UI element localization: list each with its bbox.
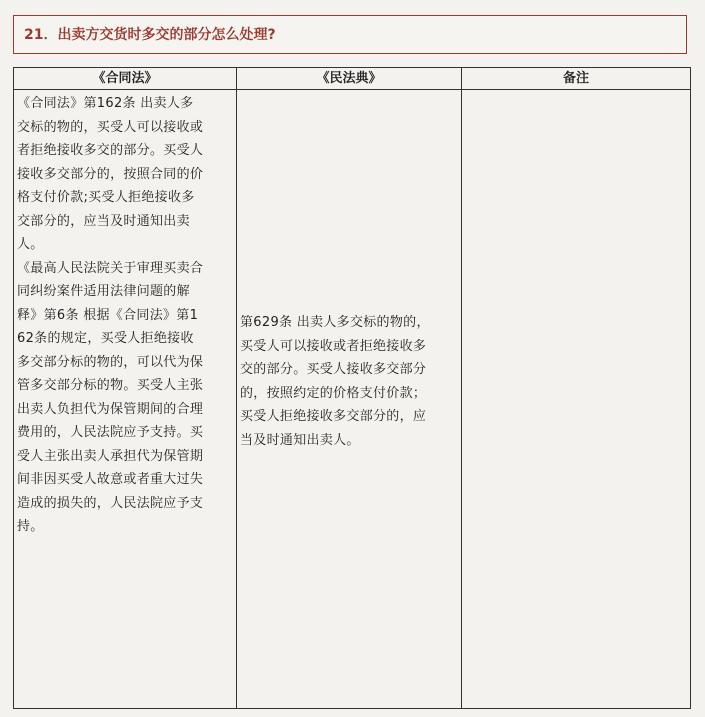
civil-code-line: 交的部分。买受人接收多交部分: [240, 362, 427, 377]
contract-law-line: 人。: [17, 237, 44, 252]
contract-law-line: 交部分的，应当及时通知出卖: [17, 213, 190, 229]
table-row: [14, 90, 691, 709]
contract-law-line: 出卖人负担代为保管期间的合理: [17, 401, 204, 417]
contract-law-line: 格支付价款;买受人拒绝接收多: [17, 190, 195, 205]
civil-code-line: 当及时通知出卖人。: [240, 432, 360, 448]
civil-code-line: 第629条 出卖人多交标的物的，: [240, 315, 430, 330]
civil-code-line: 买受人可以接收或者拒绝接收多: [240, 338, 427, 354]
contract-law-cell: [14, 90, 237, 709]
contract-law-line: 接收多交部分的，按照合同的价: [17, 166, 204, 182]
question-box: [13, 15, 687, 54]
contract-law-line: 释》第6条 根据《合同法》第1: [17, 307, 199, 323]
question-title: 21．出卖方交货时多交的部分怎么处理?: [24, 27, 276, 43]
law-comparison-table: [13, 67, 691, 709]
contract-law-text: [14, 92, 236, 539]
contract-law-line: 62条的规定，买受人拒绝接收: [17, 331, 194, 346]
contract-law-line: 多交部分标的物的，可以代为保: [17, 354, 204, 370]
notes-cell: [462, 90, 691, 709]
header-contract-law: 《合同法》: [14, 68, 237, 90]
header-civil-code: 《民法典》: [237, 68, 462, 90]
civil-code-line: 的，按照约定的价格支付价款；: [240, 385, 427, 401]
contract-law-line: 持。: [17, 519, 44, 534]
contract-law-line: 《最高人民法院关于审理买卖合: [17, 260, 204, 276]
contract-law-line: 间非因买受人故意或者重大过失: [17, 472, 204, 487]
header-notes: 备注: [462, 68, 691, 90]
civil-code-line: 买受人拒绝接收多交部分的，应: [240, 409, 427, 424]
civil-code-cell: [237, 90, 462, 709]
contract-law-line: 费用的，人民法院应予支持。买: [17, 425, 204, 440]
contract-law-line: 受人主张出卖人承担代为保管期: [17, 448, 204, 464]
contract-law-line: 交标的物的，买受人可以接收或: [17, 119, 204, 135]
contract-law-line: 同纠纷案件适用法律问题的解: [17, 284, 190, 299]
contract-law-line: 《合同法》第162条 出卖人多: [17, 96, 194, 111]
contract-law-line: 管多交部分标的物。买受人主张: [17, 378, 204, 393]
civil-code-text: [237, 311, 461, 452]
table-header-row: [14, 68, 691, 90]
contract-law-line: 者拒绝接收多交的部分。买受人: [17, 143, 204, 158]
contract-law-line: 造成的损失的，人民法院应予支: [17, 495, 204, 511]
